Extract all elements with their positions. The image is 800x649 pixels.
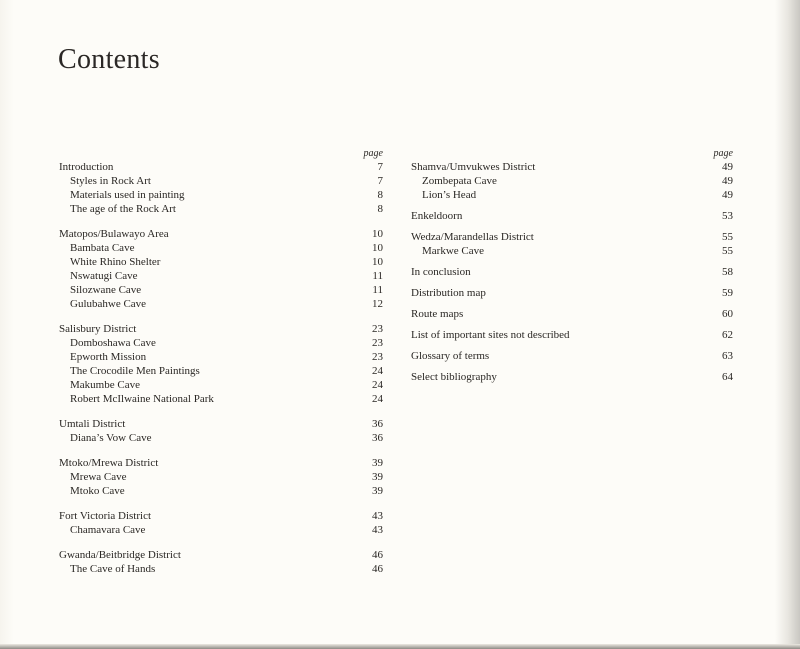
toc-page-number: 43 (372, 510, 383, 522)
toc-page-number: 39 (372, 471, 383, 483)
toc-subentry (59, 562, 383, 576)
toc-page-number: 60 (722, 308, 733, 320)
toc-page-number: 23 (372, 351, 383, 363)
toc-page-number: 55 (722, 245, 733, 257)
toc-page-number: 39 (372, 457, 383, 469)
toc-page-number: 11 (372, 284, 383, 296)
toc-entry-label: Matopos/Bulawayo Area (59, 228, 169, 240)
toc-page-number: 8 (377, 203, 383, 215)
toc-entry (411, 349, 733, 363)
toc-entry-label: The age of the Rock Art (70, 203, 176, 215)
toc-entry (411, 265, 733, 279)
left-entry-groups (59, 160, 383, 576)
toc-page-number: 36 (372, 432, 383, 444)
toc-entry-label: Glossary of terms (411, 350, 490, 362)
toc-page-number: 63 (722, 350, 733, 362)
toc-entry-label: Chamavara Cave (70, 524, 146, 536)
toc-page-number: 10 (372, 242, 383, 254)
toc-entry (411, 286, 733, 300)
toc-page-number: 24 (372, 379, 383, 391)
toc-entry-label: Select bibliography (411, 371, 497, 383)
page-column-heading: page (713, 148, 733, 159)
toc-page-number: 7 (377, 175, 383, 187)
toc-page-number: 24 (372, 393, 383, 405)
toc-entry-label: White Rhino Shelter (70, 256, 161, 268)
toc-subentry (59, 378, 383, 392)
group-spacer (411, 279, 733, 286)
toc-subentry (59, 255, 383, 269)
toc-entry (59, 160, 383, 174)
toc-subentry (59, 523, 383, 537)
toc-page-number: 62 (722, 329, 733, 341)
toc-entry-label: Distribution map (411, 287, 486, 299)
toc-subentry (59, 202, 383, 216)
toc-entry (411, 209, 733, 223)
page-bottom-edge (0, 644, 800, 649)
toc-entry-label: Robert McIlwaine National Park (70, 393, 214, 405)
toc-group (411, 209, 733, 223)
toc-entry (411, 307, 733, 321)
toc-entry-label: Route maps (411, 308, 464, 320)
right-entry-groups (411, 160, 733, 384)
toc-entry-label: Mrewa Cave (70, 471, 127, 483)
toc-group (411, 307, 733, 321)
group-spacer (411, 223, 733, 230)
toc-group (59, 509, 383, 537)
toc-subentry (59, 283, 383, 297)
group-spacer (411, 363, 733, 370)
toc-entry-label: Mtoko/Mrewa District (59, 457, 159, 469)
toc-subentry (411, 174, 733, 188)
toc-entry-label: Mtoko Cave (70, 485, 125, 497)
toc-entry-label: Enkeldoorn (411, 210, 463, 222)
toc-page-number: 8 (377, 189, 383, 201)
toc-page-number: 46 (372, 549, 383, 561)
page-title: Contents (58, 44, 160, 75)
toc-page-number: 39 (372, 485, 383, 497)
toc-subentry (59, 188, 383, 202)
toc-page-number: 10 (372, 228, 383, 240)
toc-subentry (59, 364, 383, 378)
toc-subentry (59, 392, 383, 406)
toc-entry-label: The Cave of Hands (70, 563, 156, 575)
contents-column-right (411, 147, 733, 384)
group-spacer (411, 202, 733, 209)
toc-group (59, 417, 383, 445)
toc-subentry (59, 470, 383, 484)
toc-entry-label: Introduction (59, 161, 114, 173)
toc-entry-label: Markwe Cave (422, 245, 485, 257)
toc-entry-label: Umtali District (59, 418, 126, 430)
toc-subentry (59, 336, 383, 350)
toc-page-number: 58 (722, 266, 733, 278)
toc-entry (411, 160, 733, 174)
toc-entry (59, 322, 383, 336)
toc-entry (59, 456, 383, 470)
toc-group (411, 328, 733, 342)
toc-entry-label: Silozwane Cave (70, 284, 142, 296)
toc-page-number: 49 (722, 175, 733, 187)
toc-entry (411, 328, 733, 342)
toc-page-number: 55 (722, 231, 733, 243)
group-spacer (411, 342, 733, 349)
toc-subentry (59, 350, 383, 364)
toc-page-number: 23 (372, 323, 383, 335)
toc-entry-label: Domboshawa Cave (70, 337, 156, 349)
toc-page-number: 24 (372, 365, 383, 377)
toc-page-number: 12 (372, 298, 383, 310)
toc-page-number: 43 (372, 524, 383, 536)
page-column-heading: page (363, 148, 383, 159)
toc-entry-label: Gwanda/Beitbridge District (59, 549, 181, 561)
toc-group (59, 227, 383, 311)
toc-entry-label: List of important sites not described (411, 329, 570, 341)
toc-subentry (411, 188, 733, 202)
toc-entry-label: Lion’s Head (422, 189, 477, 201)
toc-group (59, 548, 383, 576)
toc-page-number: 46 (372, 563, 383, 575)
toc-entry-label: Salisbury District (59, 323, 137, 335)
toc-page-number: 49 (722, 161, 733, 173)
toc-entry-label: The Crocodile Men Paintings (70, 365, 200, 377)
group-spacer (411, 258, 733, 265)
toc-page-number: 11 (372, 270, 383, 282)
toc-page-number: 7 (377, 161, 383, 173)
toc-subentry (59, 269, 383, 283)
toc-entry-label: Styles in Rock Art (70, 175, 151, 187)
toc-page-number: 49 (722, 189, 733, 201)
toc-entry-label: Wedza/Marandellas District (411, 231, 534, 243)
toc-entry-label: Zombepata Cave (422, 175, 497, 187)
toc-entry-label: In conclusion (411, 266, 471, 278)
toc-group (411, 370, 733, 384)
toc-entry-label: Bambata Cave (70, 242, 135, 254)
toc-page-number: 10 (372, 256, 383, 268)
toc-entry-label: Epworth Mission (70, 351, 147, 363)
toc-subentry (59, 484, 383, 498)
toc-group (411, 286, 733, 300)
toc-page-number: 36 (372, 418, 383, 430)
toc-entry-label: Nswatugi Cave (70, 270, 138, 282)
contents-column-left (59, 147, 383, 587)
toc-group (59, 160, 383, 216)
toc-group (59, 456, 383, 498)
toc-entry (59, 509, 383, 523)
toc-entry (59, 417, 383, 431)
toc-subentry (411, 244, 733, 258)
group-spacer (411, 321, 733, 328)
toc-group (59, 322, 383, 406)
toc-entry-label: Gulubahwe Cave (70, 298, 147, 310)
toc-entry-label: Materials used in painting (70, 189, 185, 201)
toc-entry (411, 230, 733, 244)
toc-page-number: 59 (722, 287, 733, 299)
toc-entry (59, 548, 383, 562)
toc-page-number: 64 (722, 371, 733, 383)
toc-group (411, 349, 733, 363)
toc-group (411, 230, 733, 258)
toc-page-number: 23 (372, 337, 383, 349)
toc-entry (411, 370, 733, 384)
toc-subentry (59, 297, 383, 311)
toc-page-number: 53 (722, 210, 733, 222)
toc-group (411, 160, 733, 202)
toc-entry (59, 227, 383, 241)
group-spacer (411, 300, 733, 307)
toc-entry-label: Diana’s Vow Cave (70, 432, 152, 444)
toc-subentry (59, 174, 383, 188)
toc-subentry (59, 431, 383, 445)
toc-subentry (59, 241, 383, 255)
toc-entry-label: Makumbe Cave (70, 379, 140, 391)
toc-entry-label: Shamva/Umvukwes District (411, 161, 536, 173)
toc-entry-label: Fort Victoria District (59, 510, 152, 522)
toc-group (411, 265, 733, 279)
